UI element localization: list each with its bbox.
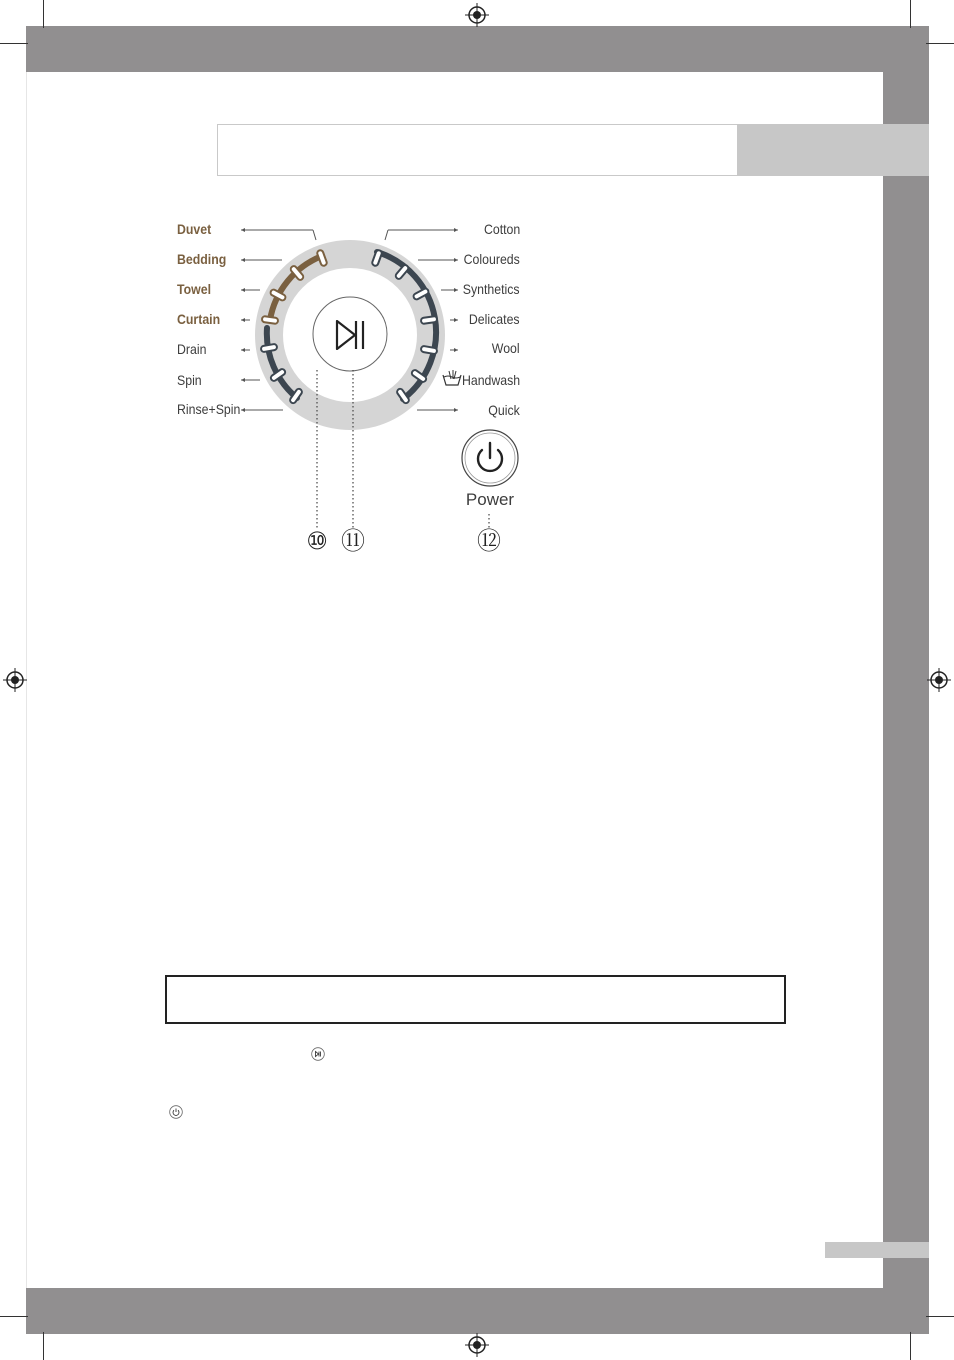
crop-mark — [910, 0, 911, 28]
note-box — [165, 975, 786, 1024]
callout-10: ⑩ — [306, 527, 328, 555]
crop-mark — [926, 1316, 954, 1317]
registration-mark-icon — [927, 668, 951, 692]
program-label-wool: Wool — [492, 340, 520, 356]
section-header-box — [217, 124, 739, 176]
power-icon — [169, 1105, 183, 1119]
power-label: Power — [465, 490, 515, 509]
top-band — [26, 26, 929, 72]
play-pause-icon — [311, 1047, 325, 1061]
program-label-spin: Spin — [177, 372, 202, 388]
crop-mark — [910, 1332, 911, 1360]
program-label-delicates: Delicates — [469, 311, 520, 327]
callout-12: ⑫ — [477, 527, 501, 555]
crop-mark — [0, 1316, 28, 1317]
section-header-tab — [737, 124, 929, 176]
program-label-synthetics: Synthetics — [463, 281, 520, 297]
crop-mark — [43, 1332, 44, 1360]
crop-mark — [0, 43, 28, 44]
registration-mark-icon — [465, 1333, 489, 1357]
power-button[interactable] — [460, 428, 520, 488]
control-panel-diagram — [150, 210, 550, 570]
program-label-rinse-spin: Rinse+Spin — [177, 401, 241, 417]
handwash-basin-icon — [441, 369, 463, 387]
crop-mark — [926, 43, 954, 44]
program-label-bedding: Bedding — [177, 251, 227, 267]
program-label-drain: Drain — [177, 341, 207, 357]
program-label-quick: Quick — [488, 402, 520, 418]
program-label-towel: Towel — [177, 281, 212, 297]
callout-11: ⑪ — [341, 527, 365, 555]
right-band — [883, 26, 929, 1334]
play-pause-icon[interactable] — [335, 320, 367, 350]
program-label-cotton: Cotton — [483, 221, 520, 237]
footer-tab — [825, 1242, 929, 1258]
program-label-duvet: Duvet — [177, 221, 212, 237]
program-dial — [150, 210, 550, 570]
registration-mark-icon — [3, 668, 27, 692]
registration-mark-icon — [465, 3, 489, 27]
crop-mark — [43, 0, 44, 28]
bottom-band — [26, 1288, 929, 1334]
program-label-handwash: Handwash — [461, 372, 520, 388]
program-label-coloureds: Coloureds — [463, 251, 520, 267]
program-label-curtain: Curtain — [177, 311, 221, 327]
